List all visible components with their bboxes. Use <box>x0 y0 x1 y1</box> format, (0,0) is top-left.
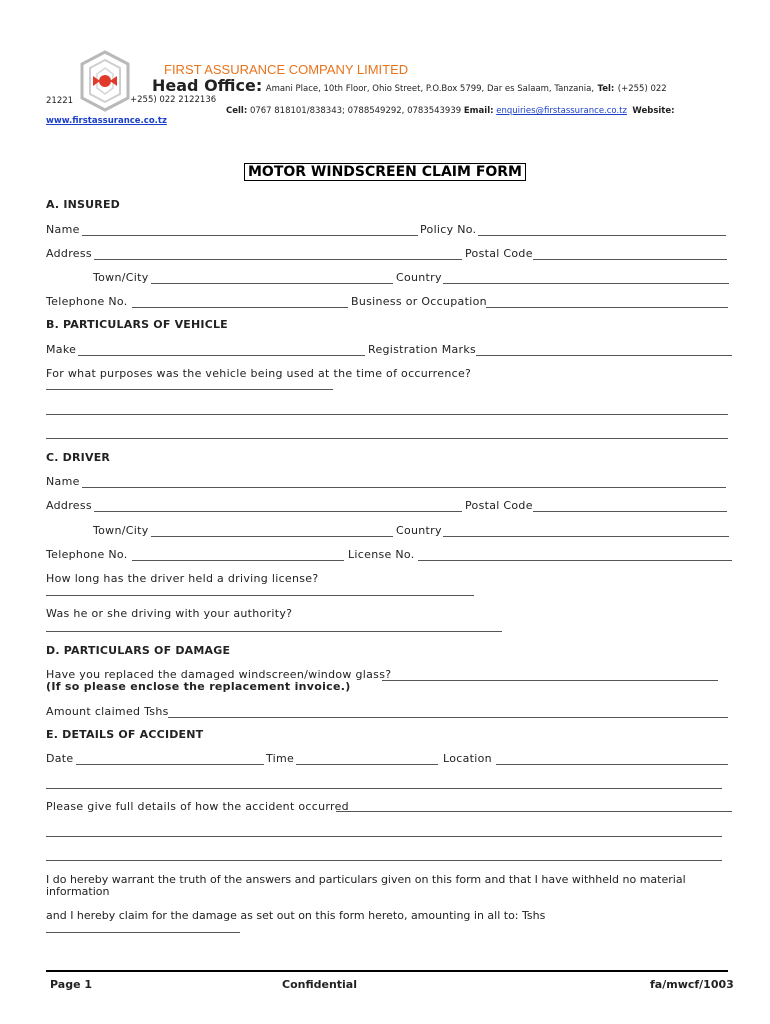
driver-license-field[interactable] <box>418 560 732 561</box>
damage-amount-label: Amount claimed Tshs <box>46 705 169 718</box>
head-office-label: Head Office: <box>152 76 263 95</box>
insured-name-field[interactable] <box>82 235 418 236</box>
vehicle-purpose-field-3[interactable] <box>46 438 728 439</box>
driver-postal-label: Postal Code <box>465 499 533 512</box>
form-title-wrap <box>0 164 770 180</box>
section-driver-heading: C. DRIVER <box>46 451 111 464</box>
tel-continued-2: +255) 022 2122136 <box>130 95 217 105</box>
tel-label: Tel: <box>597 84 615 94</box>
driver-country-label: Country <box>396 524 442 537</box>
insured-address-label: Address <box>46 247 92 260</box>
declaration-line-1: I do hereby warrant the truth of the answers and particulars given on this form and that I have withheld no material <box>46 873 686 886</box>
head-office-line <box>152 76 667 95</box>
website-label: Website: <box>632 106 675 116</box>
accident-location-field[interactable] <box>496 764 728 765</box>
insured-telephone-field[interactable] <box>132 307 348 308</box>
website-link[interactable]: www.firstassurance.co.tz <box>46 116 167 126</box>
accident-date-field[interactable] <box>76 764 264 765</box>
footer-confidential: Confidential <box>282 978 358 991</box>
accident-details-question: Please give full details of how the accident occurred <box>46 800 349 813</box>
driver-authority-question: Was he or she driving with your authority? <box>46 607 293 620</box>
accident-extra-field[interactable] <box>46 788 722 789</box>
driver-postal-field[interactable] <box>533 511 727 512</box>
footer-divider <box>46 970 728 972</box>
email-label: Email: <box>463 106 494 116</box>
insured-country-label: Country <box>396 271 442 284</box>
driver-authority-field[interactable] <box>46 631 502 632</box>
first-assurance-logo-icon <box>78 50 132 112</box>
insured-telephone-label: Telephone No. <box>46 295 128 308</box>
company-name: FIRST ASSURANCE COMPANY LIMITED <box>164 62 409 77</box>
declaration-line-2: information <box>46 885 110 898</box>
insured-business-label: Business or Occupation <box>351 295 487 308</box>
accident-details-field-1[interactable] <box>336 811 732 812</box>
insured-name-label: Name <box>46 223 80 236</box>
head-office-address: Amani Place, 10th Floor, Ohio Street, P.O.Box 5799, Dar es Salaam, Tanzania, <box>265 84 595 94</box>
damage-replaced-field[interactable] <box>382 680 718 681</box>
driver-telephone-field[interactable] <box>132 560 344 561</box>
section-accident-heading: E. DETAILS OF ACCIDENT <box>46 728 204 741</box>
insured-postal-field[interactable] <box>533 259 727 260</box>
cell-label: Cell: <box>226 106 248 116</box>
accident-time-label: Time <box>266 752 295 765</box>
cell-value: 0767 818101/838343; 0788549292, 0783543939 <box>249 106 462 116</box>
driver-address-field[interactable] <box>94 511 462 512</box>
insured-policy-field[interactable] <box>478 235 726 236</box>
vehicle-make-label: Make <box>46 343 77 356</box>
accident-location-label: Location <box>443 752 492 765</box>
driver-country-field[interactable] <box>443 536 729 537</box>
insured-business-field[interactable] <box>486 307 728 308</box>
contact-line <box>226 106 675 116</box>
vehicle-purpose-field-1[interactable] <box>46 389 333 390</box>
section-vehicle-heading: B. PARTICULARS OF VEHICLE <box>46 318 228 331</box>
driver-name-field[interactable] <box>82 487 726 488</box>
insured-town-field[interactable] <box>151 283 393 284</box>
declaration-amount-field[interactable] <box>46 932 240 933</box>
tel-continued-1: 21221 <box>46 96 74 106</box>
declaration-line-3: and I hereby claim for the damage as set out on this form hereto, amounting in all to: Tshs <box>46 909 546 922</box>
section-damage-heading: D. PARTICULARS OF DAMAGE <box>46 644 231 657</box>
insured-policy-label: Policy No. <box>420 223 477 236</box>
accident-time-field[interactable] <box>296 764 438 765</box>
damage-amount-field[interactable] <box>168 717 728 718</box>
vehicle-registration-label: Registration Marks <box>368 343 477 356</box>
insured-country-field[interactable] <box>443 283 729 284</box>
insured-town-label: Town/City <box>93 271 149 284</box>
form-title: MOTOR WINDSCREEN CLAIM FORM <box>244 163 526 181</box>
vehicle-purpose-field-2[interactable] <box>46 414 728 415</box>
accident-details-field-2[interactable] <box>46 836 722 837</box>
insured-address-field[interactable] <box>94 259 462 260</box>
driver-telephone-label: Telephone No. <box>46 548 128 561</box>
driver-town-field[interactable] <box>151 536 393 537</box>
damage-replaced-question: Have you replaced the damaged windscreen/window glass? <box>46 668 392 681</box>
tel-value: (+255) 022 <box>617 84 667 94</box>
driver-town-label: Town/City <box>93 524 149 537</box>
driver-address-label: Address <box>46 499 92 512</box>
damage-enclose-note: (If so please enclose the replacement invoice.) <box>46 680 351 693</box>
driver-name-label: Name <box>46 475 80 488</box>
footer-page: Page 1 <box>50 978 93 991</box>
vehicle-purpose-question: For what purposes was the vehicle being used at the time of occurrence? <box>46 367 472 380</box>
driver-license-label: License No. <box>348 548 415 561</box>
vehicle-make-field[interactable] <box>78 355 365 356</box>
insured-postal-label: Postal Code <box>465 247 533 260</box>
driver-held-field[interactable] <box>46 595 474 596</box>
footer-ref: fa/mwcf/1003 <box>650 978 734 991</box>
section-insured-heading: A. INSURED <box>46 198 120 211</box>
email-link[interactable]: enquiries@firstassurance.co.tz <box>496 106 627 116</box>
accident-date-label: Date <box>46 752 74 765</box>
vehicle-registration-field[interactable] <box>476 355 732 356</box>
driver-held-question: How long has the driver held a driving license? <box>46 572 319 585</box>
accident-details-field-3[interactable] <box>46 860 722 861</box>
